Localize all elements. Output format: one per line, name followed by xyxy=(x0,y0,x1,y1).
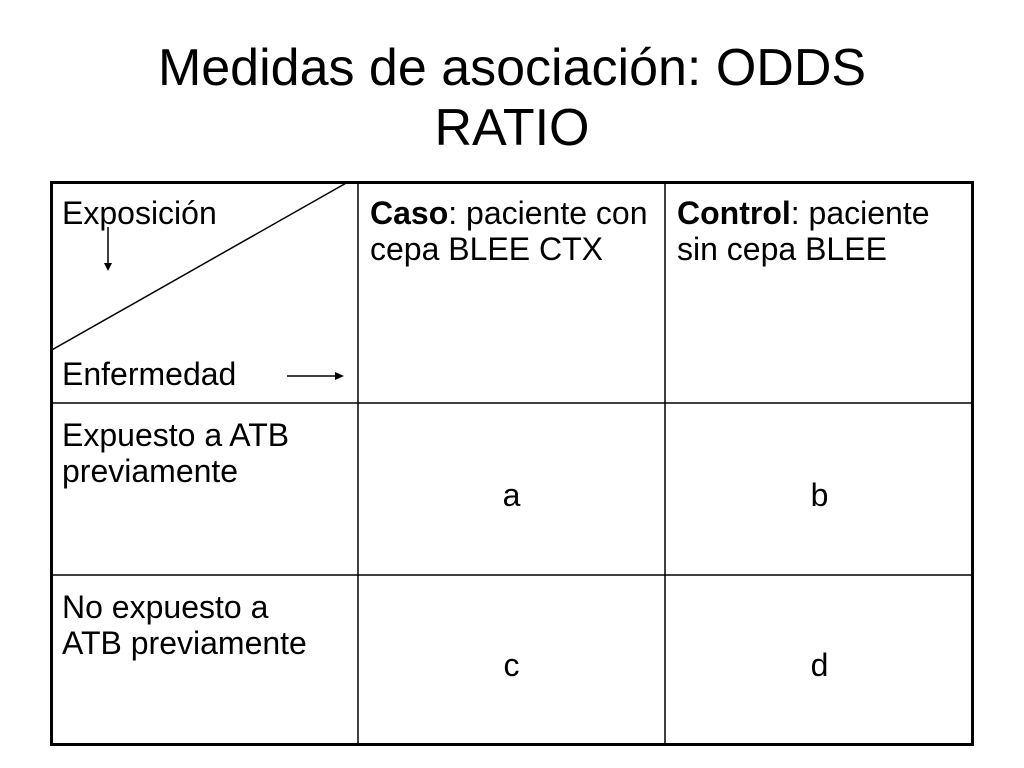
odds-ratio-table xyxy=(50,181,974,746)
header-case xyxy=(358,181,665,403)
slide-title-line2: RATIO xyxy=(434,99,590,157)
slide-title xyxy=(0,38,1024,158)
corner-exposure-label: Exposición xyxy=(62,195,217,231)
cell-d: d xyxy=(810,647,829,683)
row-label-exposed: Expuesto a ATB previamente xyxy=(62,417,290,489)
cell-c: c xyxy=(503,647,520,683)
header-case-rest: : paciente con cepa BLEE CTX xyxy=(370,195,648,267)
cell-b: b xyxy=(810,477,829,513)
cell-a: a xyxy=(502,477,521,513)
right-arrow-icon xyxy=(287,372,344,380)
down-arrow-icon xyxy=(104,227,112,271)
header-control-bold: Control xyxy=(677,195,791,231)
header-control-rest: : paciente sin cepa BLEE xyxy=(677,195,930,267)
row-label-not-exposed: No expuesto a ATB previamente xyxy=(62,589,307,661)
slide-title-line1: Medidas de asociación: ODDS xyxy=(157,39,867,97)
header-case-bold: Caso xyxy=(370,195,449,231)
corner-disease-label: Enfermedad xyxy=(62,356,237,392)
header-control xyxy=(665,181,974,403)
